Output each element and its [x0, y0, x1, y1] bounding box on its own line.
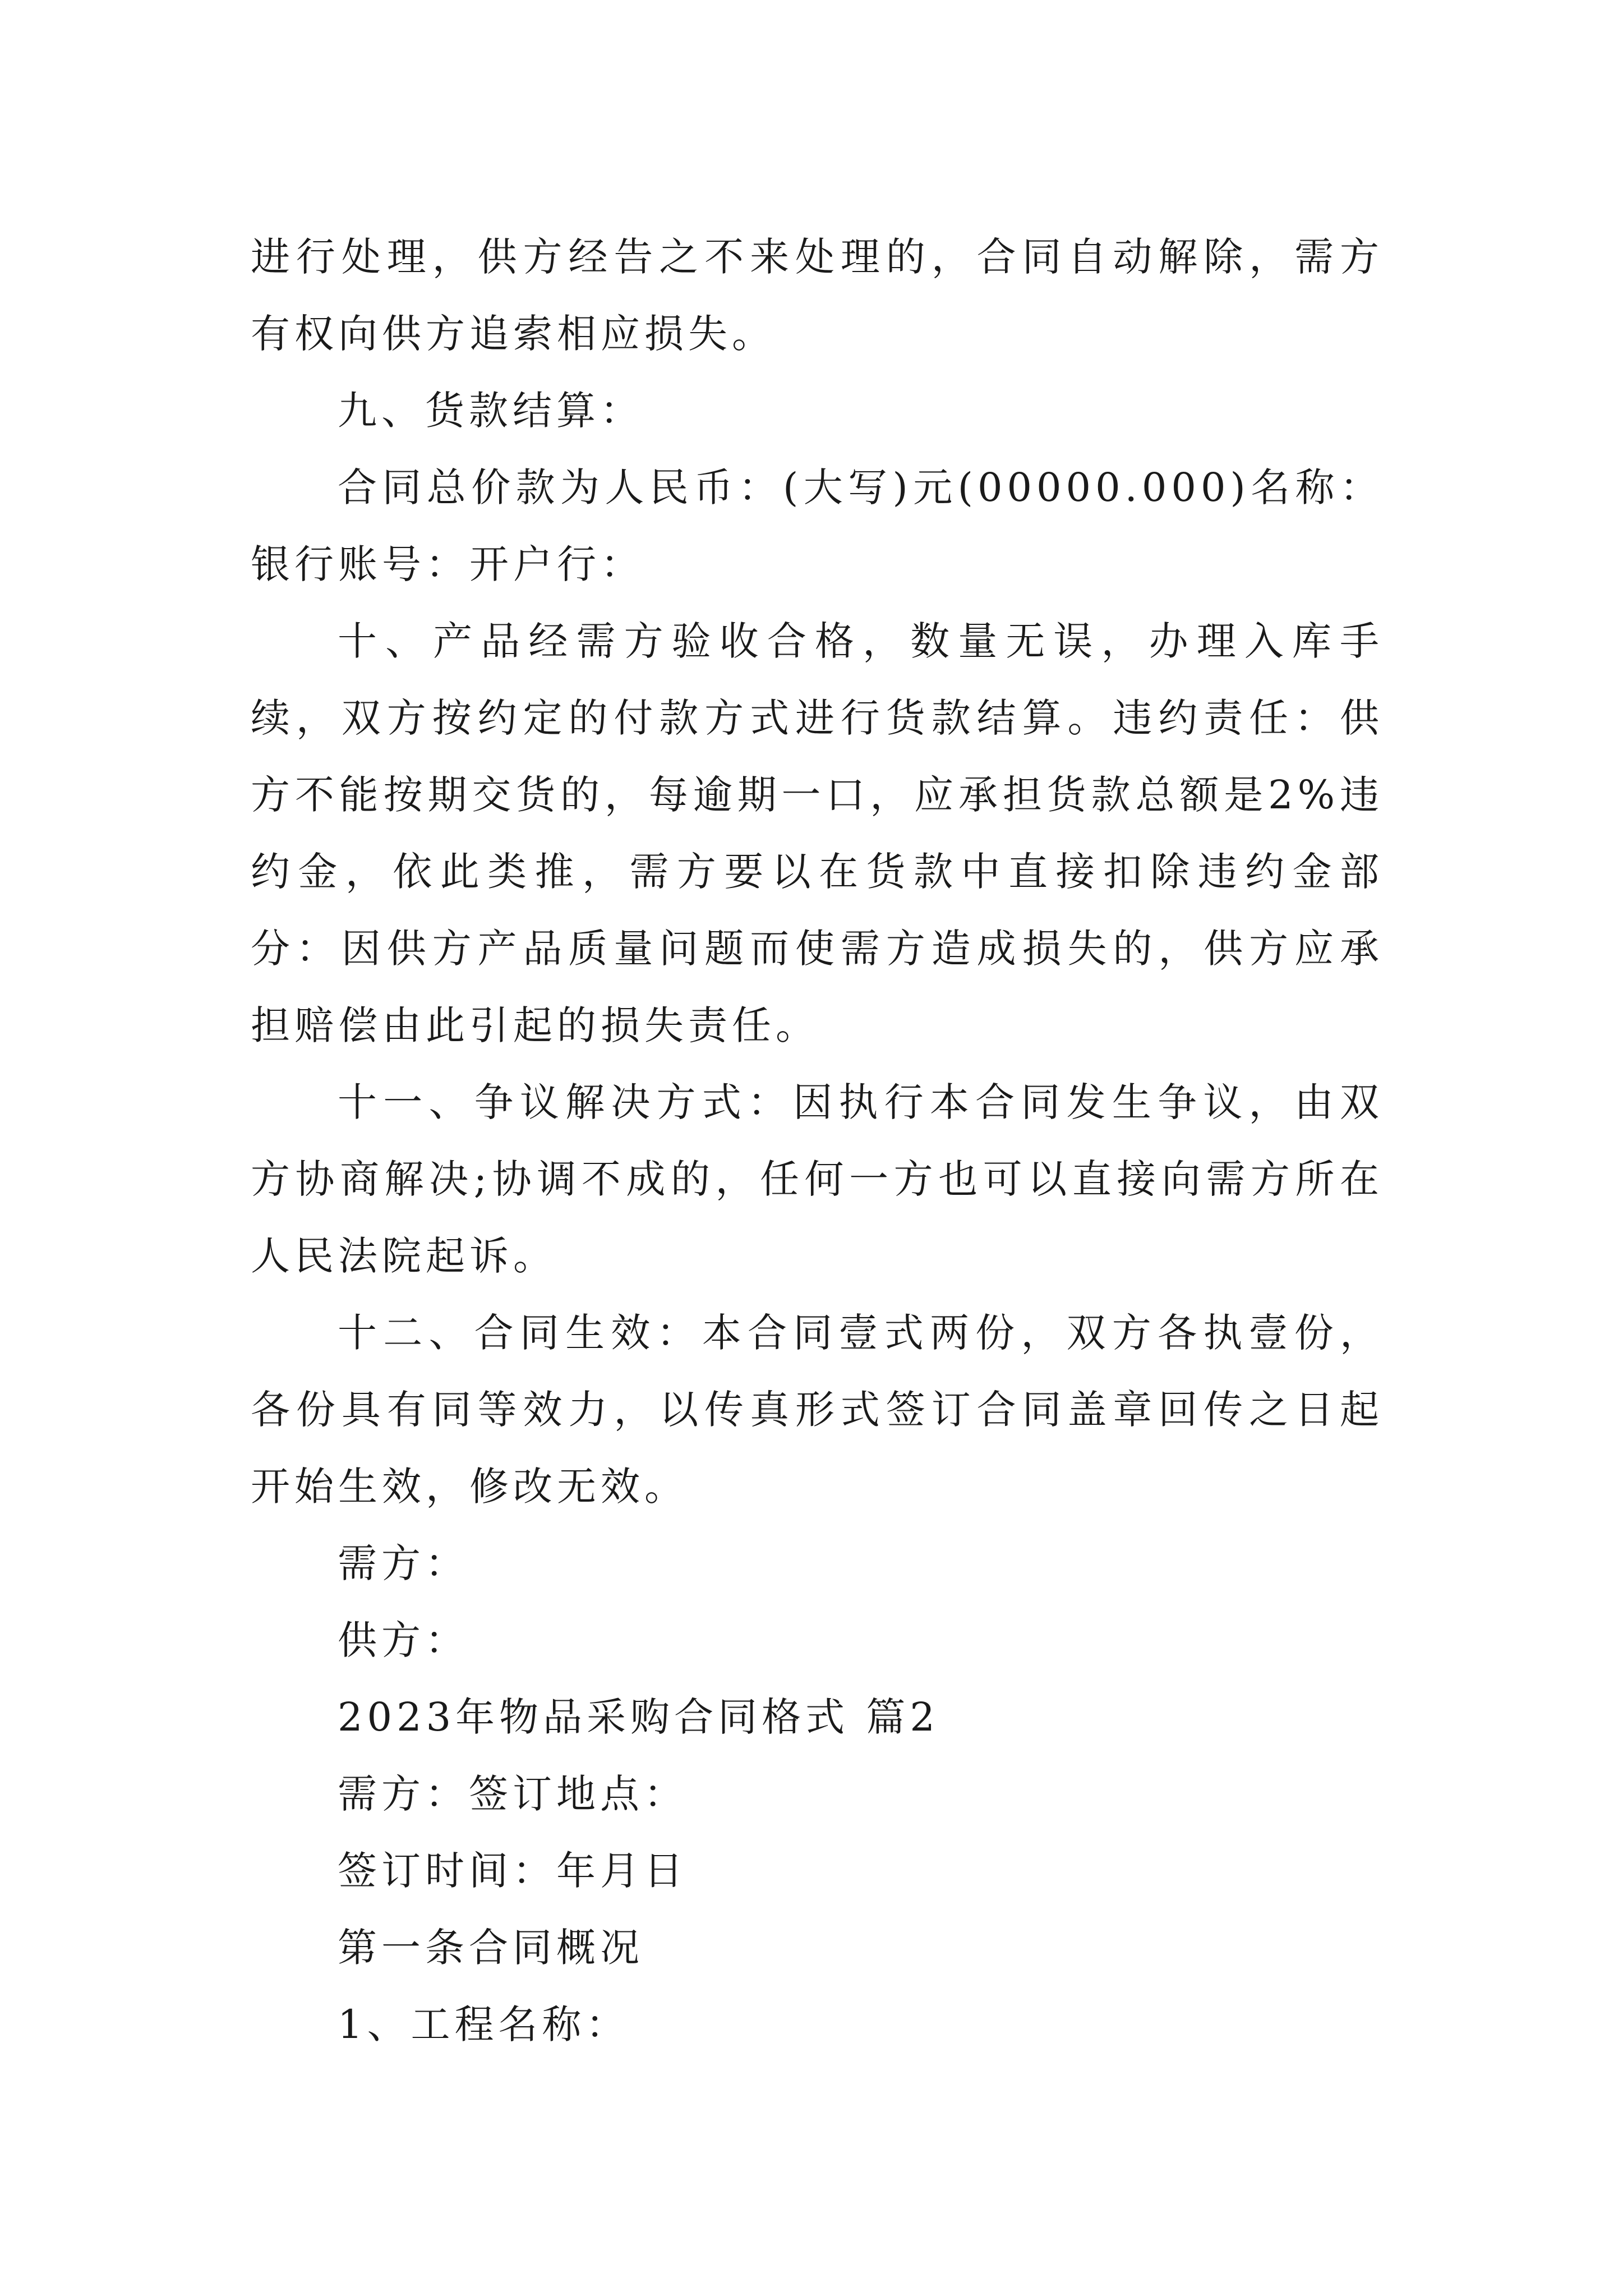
paragraph-dispute-handling: 进行处理，供方经告之不来处理的，合同自动解除，需方有权向供方追索相应损失。: [251, 234, 1384, 357]
label-buyer: 需方：: [338, 1540, 469, 1586]
label-supplier: 供方：: [338, 1617, 469, 1663]
paragraph-total-price: 合同总价款为人民币：(大写)元(00000.000)名称：银行账号：开户行：: [251, 464, 1384, 587]
paragraph-acceptance-and-liability: 十、产品经需方验收合格，数量无误，办理入库手续，双方按约定的付款方式进行货款结算。违约责任：供方不能按期交货的，每逾期一口，应承担货款总额是2%违约金，依此类推，需方要以在货款中直接扣除违约金部分：因供方产品质量问题而使需方造成损失的，供方应承担赔偿由此引起的损失责任。: [251, 618, 1384, 1048]
paragraph-contract-effective: 十二、合同生效：本合同壹式两份，双方各执壹份，各份具有同等效力，以传真形式签订合同盖章回传之日起开始生效，修改无效。: [251, 1310, 1384, 1510]
document-body: [251, 219, 1384, 2063]
label-sign-date: 签订时间：年月日: [338, 1848, 688, 1894]
section-title-template-2: 2023年物品采购合同格式 篇2: [338, 1694, 939, 1740]
heading-payment-settlement: 九、货款结算：: [338, 388, 644, 434]
heading-article-one: 第一条合同概况: [338, 1925, 644, 1971]
paragraph-dispute-resolution: 十一、争议解决方式：因执行本合同发生争议，由双方协商解决;协调不成的，任何一方也可以直接向需方所在人民法院起诉。: [251, 1079, 1384, 1279]
label-project-name: 1、工程名称：: [338, 2001, 630, 2047]
label-buyer-sign-place: 需方：签订地点：: [338, 1771, 688, 1817]
